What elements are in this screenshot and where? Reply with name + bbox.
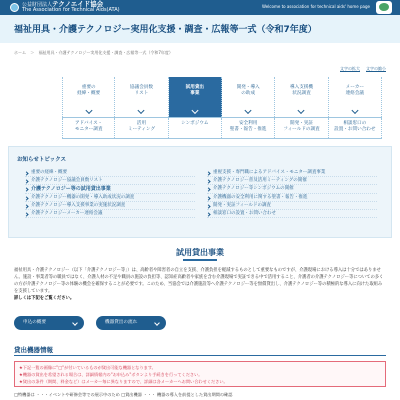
notice-box	[14, 361, 386, 387]
topic-link[interactable]: 介護テクノロジー等シンポジウムの開催	[207, 185, 377, 193]
topics-panel	[8, 146, 392, 238]
logo-org-en: The Association for Technical Aids(ATA)	[22, 7, 120, 13]
section-title: 試用貸出事業	[176, 248, 224, 257]
topics-heading: お知らせトピックス	[17, 157, 67, 163]
notice-line: ★機器の貸出を希望される場合は、詳細情報内の"お申込み"ボタンより手続きを行ってください。	[19, 372, 203, 377]
topic-link[interactable]: 介護テクノロジー協議会員数リスト	[25, 177, 195, 185]
welcome-text: Welcome to association for technical aids' home page	[262, 4, 370, 9]
font-size-increase[interactable]: 文字の拡大	[340, 66, 360, 71]
nav-item-meeting[interactable]: 活用 ミーティング	[115, 118, 168, 138]
topic-link[interactable]: 相談窓口の設置・お問い合わせ	[207, 210, 377, 218]
nav-item-field[interactable]: 開発・実証 フィールドの調査	[275, 118, 328, 138]
breadcrumb-separator: ＞	[30, 50, 35, 55]
flow-button[interactable]: 申込の概要	[14, 316, 84, 330]
breadcrumb-home[interactable]: ホーム	[14, 50, 26, 55]
nav-item-advice[interactable]: アドバイス・ モニター調査	[62, 118, 115, 138]
nav-item-symposium[interactable]: シンポジウム	[169, 118, 222, 138]
section-title-underline	[183, 259, 217, 261]
nav-item-maker-meeting[interactable]: メーカー 連絡会議	[329, 77, 382, 117]
partner-badge-icon[interactable]	[376, 1, 392, 14]
section-nav	[62, 77, 382, 139]
nav-item-safety[interactable]: 安全利用 聖書・報告・推進	[222, 118, 275, 138]
logo-org-small: 公益財団法人	[22, 2, 53, 8]
apply-button[interactable]: 機器貸出の流れ	[96, 316, 166, 330]
topic-link-current[interactable]: 介護テクノロジー等の試用貸出事業	[25, 185, 195, 193]
top-bar	[0, 0, 400, 15]
nav-item-contact[interactable]: 相談窓口の 設置・お問い合わせ	[329, 118, 382, 138]
topic-link[interactable]: 開発・実証フィールドの調査	[207, 202, 377, 210]
logo-org-name: テクノエイド協会	[52, 0, 104, 8]
topic-link[interactable]: 介護テクノロジー普及活用ミーティングの開催	[207, 177, 377, 185]
logo-mark-icon	[10, 3, 19, 12]
topic-link[interactable]: 重要の経緯・概要	[25, 169, 195, 177]
nav-item-members[interactable]: 協議会員数 リスト	[115, 77, 168, 117]
topic-link[interactable]: 介護機器の安全利用に関する聖書・報告・推進	[207, 194, 377, 202]
page-title: 福祉用具・介護テクノロジー実用化支援・調査・広報等一式（令和7年度）	[14, 25, 317, 35]
legend-text: □特機器は ・・・イベントや研修会等での展示中のため □貸出機器 ・・・ 機器の導入を前提とした貸出期間の確認	[14, 392, 233, 397]
topics-right-list	[207, 169, 377, 218]
section-description	[14, 267, 386, 302]
notice-line: ★貸出の条件（期間、料金など）はメーカー毎に異なりますので、詳細は各メーカーへお問い合わせください。	[19, 379, 228, 384]
topics-left-list	[25, 169, 195, 218]
subsection-title: 貸出機器情報	[14, 346, 53, 354]
font-size-controls	[340, 66, 386, 72]
site-logo[interactable]	[10, 2, 120, 13]
topic-link[interactable]: 介護テクノロジー導入支援事業の実施状況調査	[25, 202, 195, 210]
breadcrumb	[14, 50, 176, 56]
font-size-decrease[interactable]: 文字の縮小	[366, 66, 386, 71]
section-paragraph-b: 詳しくは下記をご覧ください。	[14, 296, 75, 301]
nav-item-trial-lending[interactable]: 試用貸出 事業	[169, 77, 222, 117]
nav-item-grants[interactable]: 開発・導入 の助成	[222, 77, 275, 117]
notice-line: ★下記一覧の画像に"□"が付いているものが貸出可能な機器となります。	[19, 365, 156, 370]
topic-link[interactable]: 重視支援・専門職によるアドバイス・モニター調査事業	[207, 169, 377, 177]
subsection-rule	[14, 355, 386, 356]
topic-link[interactable]: 介護テクノロジー機器の開発・導入助成状況の調査	[25, 194, 195, 202]
nav-item-overview[interactable]: 重要の 経緯・概要	[62, 77, 115, 117]
breadcrumb-current: 福祉用具・介護テクノロジー実用化支援・調査・広報等一式（令和7年度）	[38, 50, 173, 55]
nav-item-survey[interactable]: 導入支援機 状況調査	[275, 77, 328, 117]
topic-link[interactable]: 介護テクノロジーメーカー連絡会議	[25, 210, 195, 218]
section-paragraph-a: 福祉用具・介護テクノロジー（以下「介護テクノロジー等」）は、高齢者や障害者の自立を支援、介護負担を軽減するものとして重要なものですが、介護現場における導入は十分ではありません。施設・事業者等の職員ではなく、介護人材の不足や職員の施設の負担等、認知症高齢者や家族を含む介護現場で実証できる中で活用すること、介護者の介護テクノロジー等についての多くの方が介護テクノロジー等の体験の機会を確保することが必要です。このため、当協会では介護施設等へ介護テクノロジー等を無償貸出し、介護テクノロジー等の積極的な導入に向けた取組みを支援しています。	[14, 268, 384, 294]
